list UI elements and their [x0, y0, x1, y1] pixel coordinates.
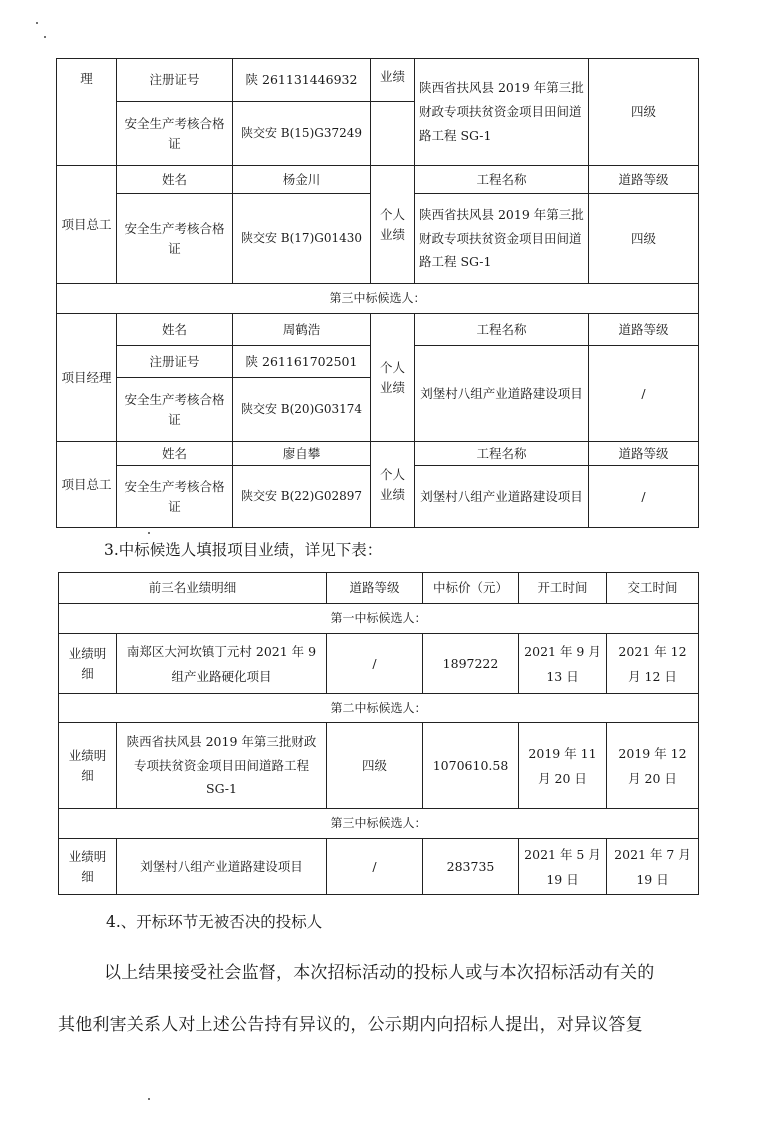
notice-paragraph-line: 其他利害关系人对上述公告持有异议的，公示期内向招标人提出，对异议答复: [58, 1015, 643, 1035]
name-value: 廖自攀: [233, 442, 371, 466]
road-grade: 四级: [589, 194, 699, 284]
bid-price: 1897222: [423, 634, 519, 694]
header-price: 中标价（元）: [423, 573, 519, 604]
section-header: 第二中标候选人：: [59, 694, 699, 723]
grade-header: 道路等级: [589, 314, 699, 346]
reg-label: 注册证号: [117, 346, 233, 378]
start-date: 2021 年 5 月 19 日: [519, 839, 607, 895]
name-label: 姓名: [117, 314, 233, 346]
reg-label: 注册证号: [117, 59, 233, 102]
cert-value: 陕交安 B(15)G37249: [233, 102, 371, 166]
project-name: 刘堡村八组产业道路建设项目: [117, 839, 327, 895]
road-grade: /: [327, 839, 423, 895]
project-name: 南郑区大河坎镇丁元村 2021 年 9 组产业路硬化项目: [117, 634, 327, 694]
name-label: 姓名: [117, 442, 233, 466]
perf-label: 个人业绩: [371, 314, 415, 442]
end-date: 2021 年 7 月 19 日: [607, 839, 699, 895]
scan-speck: [148, 1098, 150, 1100]
start-date: 2021 年 9 月 13 日: [519, 634, 607, 694]
performance-table: [58, 572, 699, 895]
perf-label: 业绩: [371, 59, 415, 102]
road-grade: /: [589, 466, 699, 528]
grade-header: 道路等级: [589, 442, 699, 466]
project-name: 陕西省扶风县 2019 年第三批财政专项扶贫资金项目田间道路工程 SG-1: [415, 59, 589, 166]
perf-label: 个人业绩: [371, 166, 415, 284]
section-header: 第三中标候选人：: [59, 809, 699, 839]
project-header: 工程名称: [415, 314, 589, 346]
role-cell: 项目总工: [57, 442, 117, 528]
project-name: 刘堡村八组产业道路建设项目: [415, 346, 589, 442]
road-grade: 四级: [327, 723, 423, 809]
cert-value: 陕交安 B(22)G02897: [233, 466, 371, 528]
header-start: 开工时间: [519, 573, 607, 604]
name-value: 周鹤浩: [233, 314, 371, 346]
header-end: 交工时间: [607, 573, 699, 604]
reg-value: 陕 261131446932: [233, 59, 371, 102]
grade-header: 道路等级: [589, 166, 699, 194]
start-date: 2019 年 11 月 20 日: [519, 723, 607, 809]
cert-label: 安全生产考核合格证: [117, 378, 233, 442]
cert-value: 陕交安 B(20)G03174: [233, 378, 371, 442]
cert-label: 安全生产考核合格证: [117, 194, 233, 284]
header-detail: 前三名业绩明细: [59, 573, 327, 604]
notice-paragraph-line: 以上结果接受社会监督，本次招标活动的投标人或与本次招标活动有关的: [104, 963, 655, 983]
section-header: 第三中标候选人：: [57, 284, 699, 314]
bid-price: 1070610.58: [423, 723, 519, 809]
cert-label: 安全生产考核合格证: [117, 102, 233, 166]
section-heading-3: 3.中标候选人填报项目业绩，详见下表：: [104, 541, 383, 559]
row-label: 业绩明细: [59, 839, 117, 895]
personnel-table: [56, 58, 699, 528]
cert-label: 安全生产考核合格证: [117, 466, 233, 528]
project-header: 工程名称: [415, 166, 589, 194]
perf-label: 个人业绩: [371, 442, 415, 528]
scan-speck: [44, 36, 46, 38]
role-cell: 项目总工: [57, 166, 117, 284]
end-date: 2021 年 12 月 12 日: [607, 634, 699, 694]
project-name: 陕西省扶风县 2019 年第三批财政专项扶贫资金项目田间道路工程 SG-1: [415, 194, 589, 284]
row-label: 业绩明细: [59, 723, 117, 809]
scan-speck: [36, 22, 38, 24]
project-name: 刘堡村八组产业道路建设项目: [415, 466, 589, 528]
perf-continue: [371, 102, 415, 166]
cert-value: 陕交安 B(17)G01430: [233, 194, 371, 284]
header-grade: 道路等级: [327, 573, 423, 604]
reg-value: 陕 261161702501: [233, 346, 371, 378]
role-cell: 理: [57, 59, 117, 166]
project-header: 工程名称: [415, 442, 589, 466]
road-grade: /: [327, 634, 423, 694]
project-name: 陕西省扶风县 2019 年第三批财政专项扶贫资金项目田间道路工程 SG-1: [117, 723, 327, 809]
road-grade: /: [589, 346, 699, 442]
name-value: 杨金川: [233, 166, 371, 194]
row-label: 业绩明细: [59, 634, 117, 694]
section-header: 第一中标候选人：: [59, 604, 699, 634]
road-grade: 四级: [589, 59, 699, 166]
role-cell: 项目经理: [57, 314, 117, 442]
end-date: 2019 年 12 月 20 日: [607, 723, 699, 809]
scan-speck: [148, 532, 150, 534]
name-label: 姓名: [117, 166, 233, 194]
section-heading-4: 4.、开标环节无被否决的投标人: [106, 913, 323, 931]
bid-price: 283735: [423, 839, 519, 895]
